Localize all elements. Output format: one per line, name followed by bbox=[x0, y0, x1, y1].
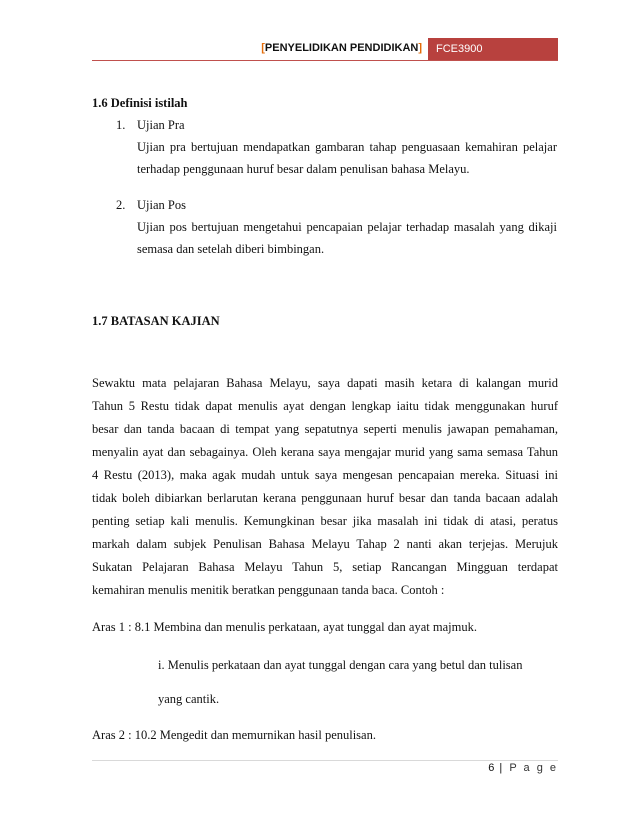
paragraph-line: kemahiran menulis menitik beratkan penggunaan tanda baca. Contoh : bbox=[92, 583, 445, 597]
paragraph-line: Sukatan Pelajaran Bahasa Melayu Tahun 5, setiap Rancangan Mingguan terdapat bbox=[92, 560, 558, 574]
header-title bbox=[261, 42, 422, 54]
section-16-heading: 1.6 Definisi istilah bbox=[92, 96, 188, 110]
paragraph-line: markah dalam subjek Penulisan Bahasa Melayu Tahap 2 nanti akan terjejas. Merujuk bbox=[92, 537, 558, 551]
header-bracket-open: [ bbox=[261, 42, 265, 54]
aras-1-sub-1: i. Menulis perkataan dan ayat tunggal dengan cara yang betul dan tulisan bbox=[158, 658, 523, 672]
header-title-text: PENYELIDIKAN PENDIDIKAN bbox=[264, 42, 419, 54]
paragraph-line: Sewaktu mata pelajaran Bahasa Melayu, saya dapati masih ketara di kalangan murid bbox=[92, 376, 558, 390]
aras-1: Aras 1 : 8.1 Membina dan menulis perkataan, ayat tunggal dan ayat majmuk. bbox=[92, 620, 477, 634]
header-course-code: FCE3900 bbox=[428, 38, 558, 60]
footer-rule bbox=[92, 760, 558, 761]
item-1-line-2: terhadap penggunaan huruf besar dalam penulisan bahasa Melayu. bbox=[137, 162, 470, 176]
paragraph-line: tidak boleh dibiarkan berlarutan kerana penggunaan huruf besar dan tanda bacaan adalah bbox=[92, 491, 558, 505]
item-1-term: Ujian Pra bbox=[137, 118, 185, 132]
item-1-number: 1. bbox=[116, 118, 126, 132]
paragraph-line: Tahun 5 Restu tidak dapat menulis ayat dengan lengkap iaitu tidak menggunakan huruf bbox=[92, 399, 558, 413]
header-bracket-close: ] bbox=[418, 42, 422, 54]
page-header bbox=[92, 38, 558, 61]
paragraph-line: besar dan tanda bacaan di tempat yang sepatutnya seperti menulis jawapan pemahaman, bbox=[92, 422, 558, 436]
item-2-line-2: semasa dan setelah diberi bimbingan. bbox=[137, 242, 325, 256]
item-1-line-1: Ujian pra bertujuan mendapatkan gambaran tahap penguasaan kemahiran pelajar bbox=[137, 140, 557, 154]
page-number bbox=[488, 762, 558, 774]
section-17-heading: 1.7 BATASAN KAJIAN bbox=[92, 314, 220, 328]
page-separator: | bbox=[499, 762, 505, 774]
aras-1-sub-2: yang cantik. bbox=[158, 692, 220, 706]
page-number-value: 6 bbox=[488, 762, 495, 774]
paragraph-line: penting setiap kali menulis. Kemungkinan besar jika masalah ini tidak di atasi, peratus bbox=[92, 514, 558, 528]
aras-2: Aras 2 : 10.2 Mengedit dan memurnikan hasil penulisan. bbox=[92, 728, 376, 742]
page-label: P a g e bbox=[509, 762, 558, 774]
item-2-number: 2. bbox=[116, 198, 126, 212]
item-2-term: Ujian Pos bbox=[137, 198, 186, 212]
paragraph-line: 4 Restu (2013), maka agak mudah untuk saya mengesan pencapaian mereka. Situasi ini bbox=[92, 468, 558, 482]
item-2-line-1: Ujian pos bertujuan mengetahui pencapaian pelajar terhadap masalah yang dikaji bbox=[137, 220, 557, 234]
paragraph-line: menyalin ayat dan sebagainya. Oleh kerana saya mengajar murid yang sama semasa Tahun bbox=[92, 445, 558, 459]
